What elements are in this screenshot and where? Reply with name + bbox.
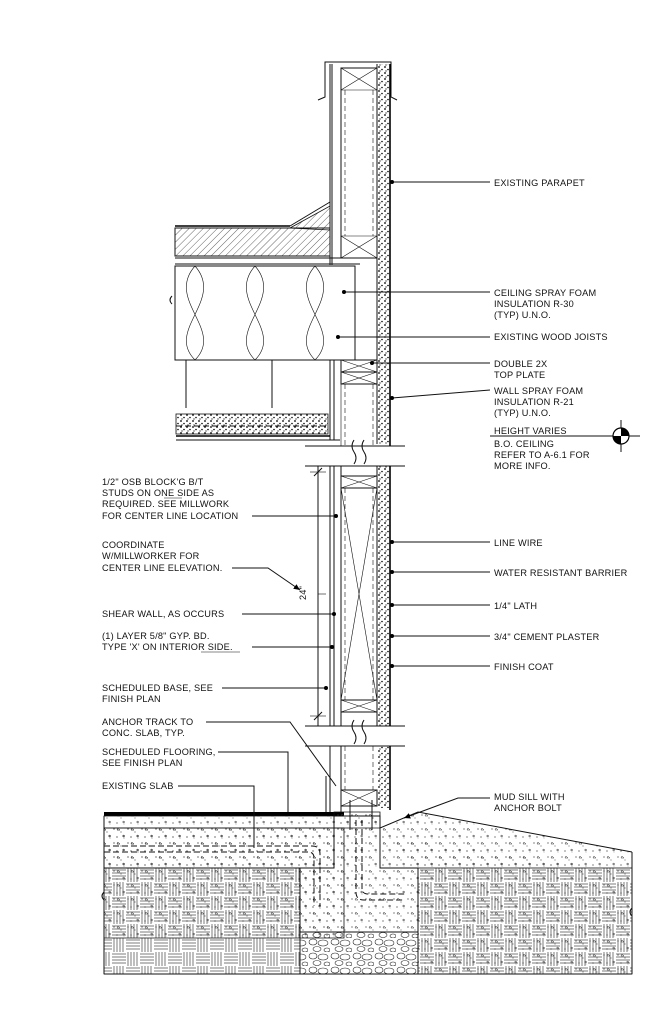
label-shear-wall: SHEAR WALL, AS OCCURS [102,609,225,619]
label-anchor-track: ANCHOR TRACK TO CONC. SLAB, TYP. [102,717,194,738]
label-mud-sill: MUD SILL WITH ANCHOR BOLT [494,792,565,813]
label-gyp-board: (1) LAYER 5/8" GYP. BD. TYPE 'X' ON INTERIOR SIDE. [102,631,233,652]
section-target-symbol [606,420,640,452]
slab-footing [104,800,632,974]
label-coordinate-millworker: COORDINATE W/MILLWORKER FOR CENTER LINE ELEVATION. [102,540,223,573]
label-water-resistant-barrier: WATER RESISTANT BARRIER [494,568,628,578]
label-scheduled-base: SCHEDULED BASE, SEE FINISH PLAN [102,683,214,704]
leader-lines [178,182,606,848]
label-wall-spray-foam: WALL SPRAY FOAM INSULATION R-21 (TYP) U.N.O. [494,386,584,418]
label-line-wire: LINE WIRE [494,538,543,548]
label-double-top-plate: DOUBLE 2X TOP PLATE [494,359,548,380]
wall-bottom [326,746,390,812]
label-lath: 1/4" LATH [494,601,538,611]
label-ceiling-spray-foam: CEILING SPRAY FOAM INSULATION R-30 (TYP) U.N.O. [494,288,597,320]
wall-middle [310,466,390,726]
label-scheduled-flooring: SCHEDULED FLOORING, SEE FINISH PLAN [102,747,216,768]
label-cement-plaster: 3/4" CEMENT PLASTER [494,632,600,642]
label-existing-parapet: EXISTING PARAPET [494,178,585,188]
roof-assembly [175,202,377,446]
label-existing-wood-joists: EXISTING WOOD JOISTS [494,332,608,342]
label-finish-coat: FINISH COAT [494,662,554,672]
label-height-varies: HEIGHT VARIES B.O. CEILING REFER TO A-6.1 FOR MORE INFO. [494,426,590,471]
label-osb-blocking: 1/2" OSB BLOCK'G B/T STUDS ON ONE SIDE AS REQUIRED. SEE MILLWORK FOR CENTER LINE LOCATION [102,477,239,521]
label-existing-slab: EXISTING SLAB [102,781,174,791]
dimension-24-inch: 24" [298,585,308,600]
